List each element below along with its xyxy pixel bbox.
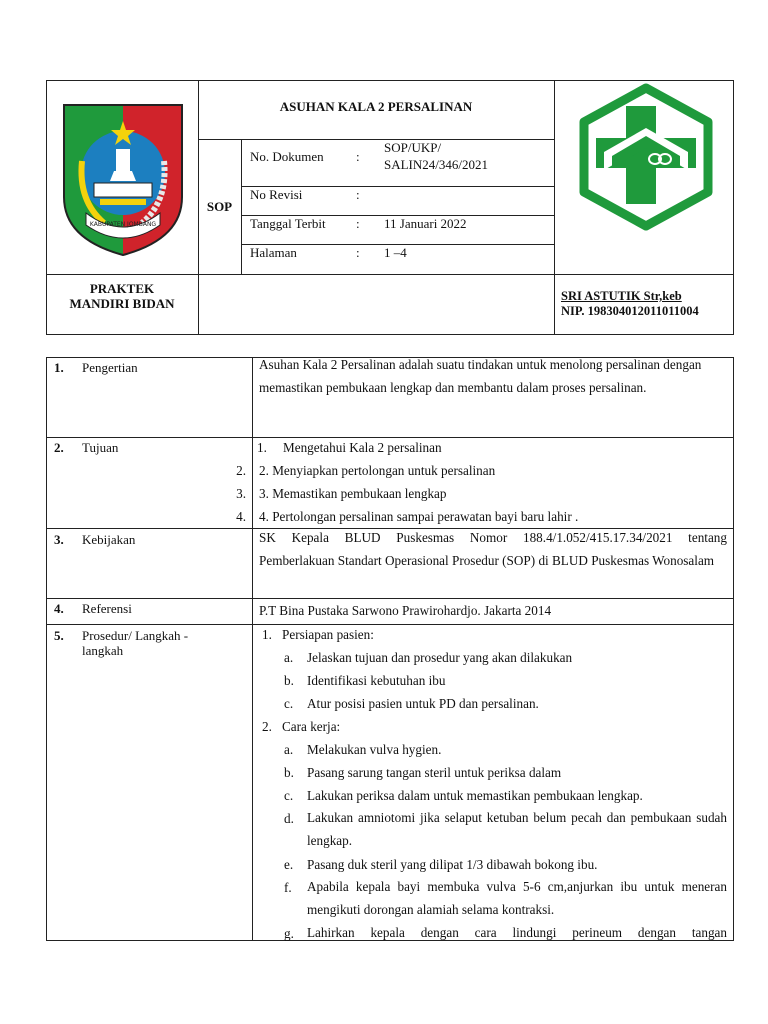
tujuan-item-3-left: 3.: [236, 486, 246, 501]
row-text-pengertian: Asuhan Kala 2 Persalinan adalah suatu tindakan untuk menolong persalinan dengan memastikan pembukaan lengkap dan membantu dalam proses persalinan.: [259, 357, 702, 395]
field-value-halaman: 1 –4: [384, 245, 407, 260]
prosedur-1b-text: Identifikasi kebutuhan ibu: [307, 673, 446, 688]
row-number-referensi: 4.: [54, 601, 64, 616]
document-title: ASUHAN KALA 2 PERSALINAN: [279, 99, 473, 114]
field-sep-no-revisi: :: [356, 187, 360, 202]
prosedur-2b-marker: b.: [284, 765, 294, 780]
sop-label: SOP: [206, 199, 233, 214]
row-label-tujuan: Tujuan: [82, 440, 119, 455]
row-number-prosedur: 5.: [54, 628, 64, 643]
row-number-pengertian: 1.: [54, 360, 64, 375]
row-number-tujuan: 2.: [54, 440, 64, 455]
field-label-tanggal-terbit: Tanggal Terbit: [250, 216, 326, 231]
prosedur-1c-marker: c.: [284, 696, 294, 711]
prosedur-2g-text: Lahirkan kepala dengan cara lindungi perineum dengan tangan: [307, 925, 727, 940]
prosedur-1a-marker: a.: [284, 650, 294, 665]
signer-name: SRI ASTUTIK Str,keb: [561, 289, 682, 303]
tujuan-item-2-text: 2. Menyiapkan pertolongan untuk persalinan: [259, 463, 496, 478]
field-label-no-dokumen: No. Dokumen: [250, 149, 324, 164]
tujuan-item-4-left: 4.: [236, 509, 246, 524]
prosedur-2a-text: Melakukan vulva hygien.: [307, 742, 442, 757]
crest-banner-text: KABUPATEN JOMBANG: [89, 221, 157, 228]
prosedur-2b-text: Pasang sarung tangan steril untuk periksa dalam: [307, 765, 562, 780]
row-number-kebijakan: 3.: [54, 532, 64, 547]
field-value-no-dokumen-line1: SOP/UKP/: [384, 140, 442, 155]
signer-nip: NIP. 198304012011011004: [561, 304, 699, 318]
prosedur-1b-marker: b.: [284, 673, 294, 688]
regency-crest-logo: [60, 101, 186, 257]
prosedur-section-2-marker: 2.: [262, 719, 272, 734]
tujuan-item-4-text: 4. Pertolongan persalinan sampai perawatan bayi baru lahir .: [259, 509, 579, 524]
puskesmas-logo: [576, 82, 716, 232]
prosedur-2f-marker: f.: [284, 880, 292, 895]
prosedur-2c-text: Lakukan periksa dalam untuk memastikan pembukaan lengkap.: [307, 788, 643, 803]
row-label-prosedur-line1: Prosedur/ Langkah -: [82, 628, 189, 643]
prosedur-2d-marker: d.: [284, 811, 294, 826]
prosedur-2e-marker: e.: [284, 857, 294, 872]
prosedur-2g-marker: g.: [284, 926, 294, 941]
field-sep-tanggal-terbit: :: [356, 216, 360, 231]
tujuan-item-2-left: 2.: [236, 463, 246, 478]
tujuan-item-3-text: 3. Memastikan pembukaan lengkap: [259, 486, 447, 501]
tujuan-item-1-text: Mengetahui Kala 2 persalinan: [283, 440, 442, 455]
row-text-kebijakan: SK Kepala BLUD Puskesmas Nomor 188.4/1.052/415.17.34/2021 tentang Pemberlakuan Standart Operasional Prosedur (SOP) di BLUD Puskesmas Wonosalam: [259, 530, 727, 568]
row-label-kebijakan: Kebijakan: [82, 532, 136, 547]
field-sep-halaman: :: [356, 245, 360, 260]
field-value-tanggal-terbit: 11 Januari 2022: [384, 216, 467, 231]
prosedur-2e-text: Pasang duk steril yang dilipat 1/3 dibawah bokong ibu.: [307, 857, 598, 872]
prosedur-1a-text: Jelaskan tujuan dan prosedur yang akan dilakukan: [307, 650, 573, 665]
prosedur-section-1-title: Persiapan pasien:: [282, 627, 374, 642]
prosedur-2a-marker: a.: [284, 742, 294, 757]
field-label-no-revisi: No Revisi: [250, 187, 303, 202]
row-text-referensi: P.T Bina Pustaka Sarwono Prawirohardjo. Jakarta 2014: [259, 603, 552, 618]
prosedur-2d-text: Lakukan amniotomi jika selaput ketuban belum pecah dan pembukaan sudah lengkap.: [307, 810, 727, 848]
prosedur-section-2-title: Cara kerja:: [282, 719, 341, 734]
unit-name-line2: MANDIRI BIDAN: [69, 296, 175, 311]
field-value-no-dokumen-line2: SALIN24/346/2021: [384, 157, 488, 172]
row-label-prosedur-line2: langkah: [82, 643, 124, 658]
prosedur-1c-text: Atur posisi pasien untuk PD dan persalinan.: [307, 696, 539, 711]
tujuan-item-1-marker: 1.: [257, 440, 267, 455]
prosedur-section-1-marker: 1.: [262, 627, 272, 642]
prosedur-2f-text: Apabila kepala bayi membuka vulva 5-6 cm,anjurkan ibu untuk meneran mengikuti dorongan alamiah selama kontraksi.: [307, 879, 727, 917]
row-label-pengertian: Pengertian: [82, 360, 138, 375]
field-label-halaman: Halaman: [250, 245, 297, 260]
row-label-referensi: Referensi: [82, 601, 132, 616]
unit-name-line1: PRAKTEK: [89, 281, 155, 296]
field-sep-no-dokumen: :: [356, 149, 360, 164]
prosedur-2c-marker: c.: [284, 788, 294, 803]
